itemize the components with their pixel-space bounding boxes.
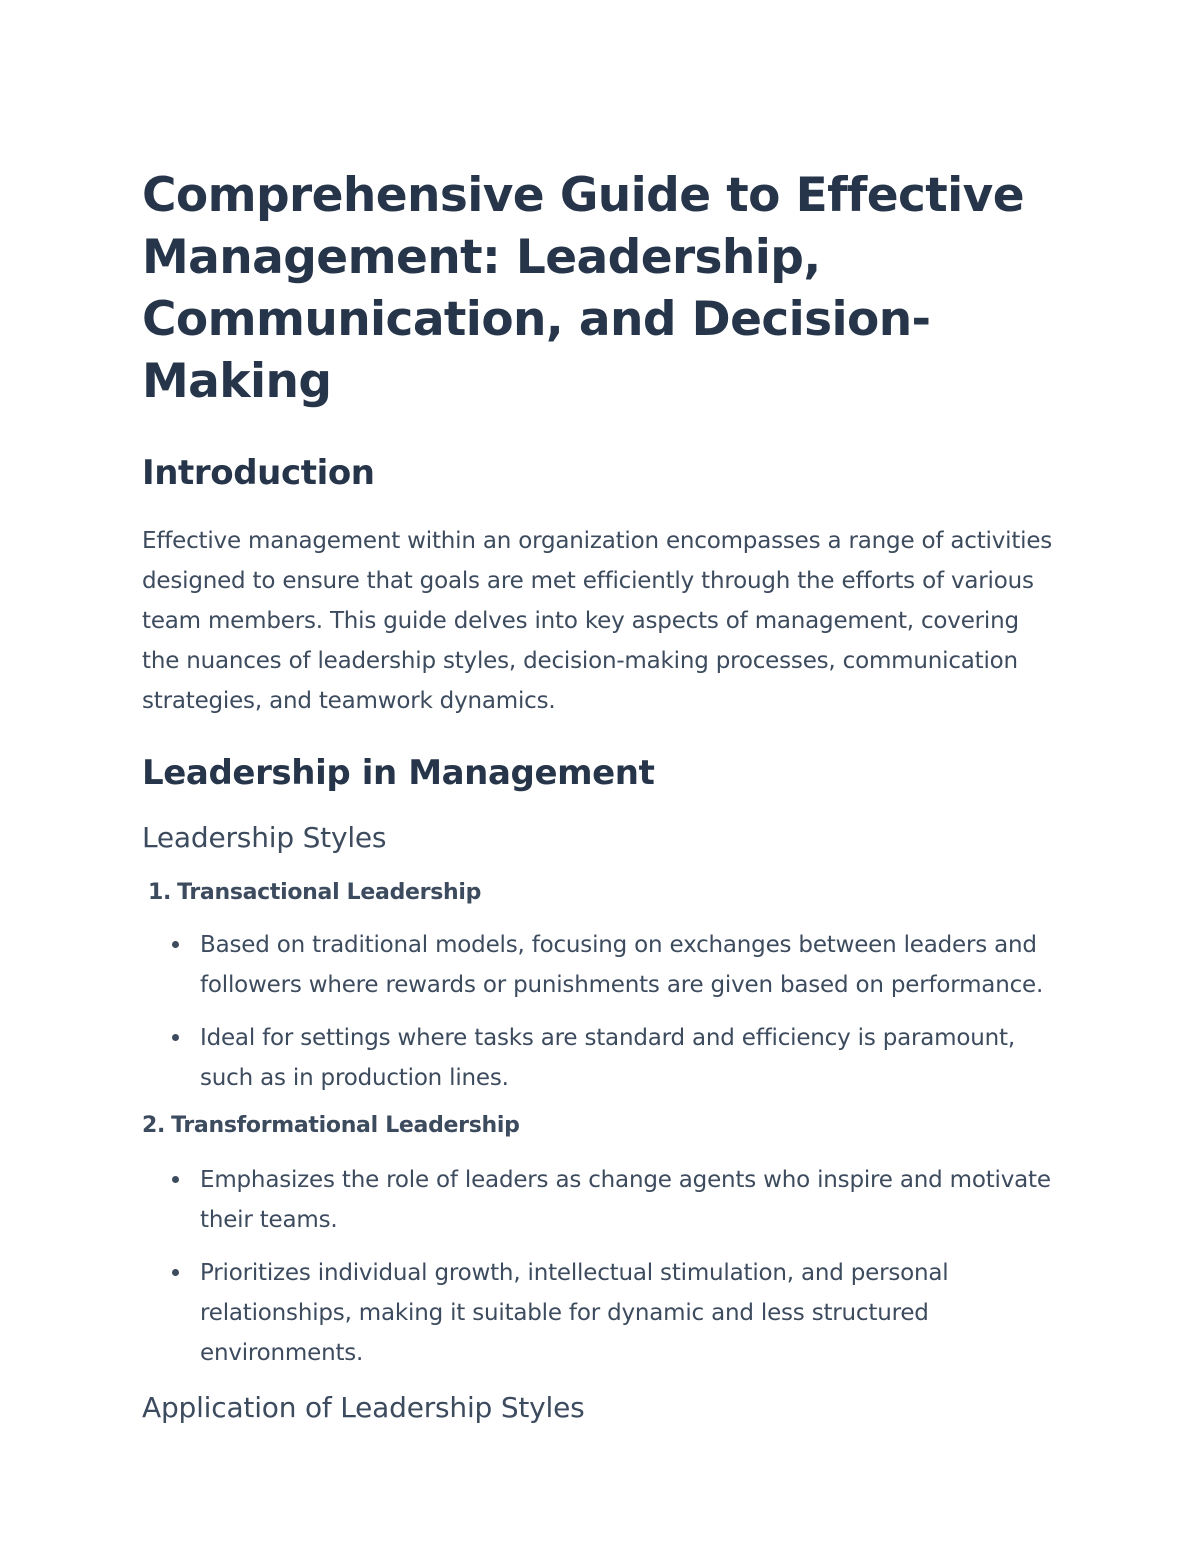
bullet-icon — [172, 1176, 179, 1183]
bullet-icon — [172, 941, 179, 948]
list-item — [200, 1018, 1062, 1098]
transformational-bullet-list — [142, 1160, 1062, 1373]
introduction-paragraph: Effective management within an organization encompasses a range of activities designed to ensure that goals are met efficiently through the efforts of various team members. This guide delves into key aspects of management, covering the nuances of leadership styles, decision-making processes, communication strategies, and teamwork dynamics. — [142, 528, 1053, 714]
introduction-heading: Introduction — [142, 453, 375, 493]
document-page — [142, 165, 1062, 1427]
transactional-bullet-list — [142, 925, 1062, 1098]
bullet-text: Prioritizes individual growth, intellectual stimulation, and personal relationships, making it suitable for dynamic and less structured environments. — [200, 1260, 949, 1366]
document-title: Comprehensive Guide to Effective Management: Leadership, Communication, and Decision-Making — [142, 168, 1024, 409]
application-heading: Application of Leadership Styles — [142, 1391, 585, 1424]
style-name: Transactional Leadership — [177, 880, 482, 905]
style-item-transformational — [142, 1110, 1062, 1142]
list-item — [200, 1253, 1062, 1373]
leadership-styles-heading: Leadership Styles — [142, 821, 387, 854]
leadership-heading: Leadership in Management — [142, 753, 655, 793]
style-number: 1. — [148, 880, 172, 905]
bullet-icon — [172, 1269, 179, 1276]
bullet-text: Ideal for settings where tasks are standard and efficiency is paramount, such as in production lines. — [200, 1025, 1015, 1091]
bullet-text: Based on traditional models, focusing on exchanges between leaders and followers where rewards or punishments are given based on performance. — [200, 932, 1044, 998]
list-item — [200, 1160, 1062, 1240]
list-item — [200, 925, 1062, 1005]
style-name: Transformational Leadership — [171, 1113, 520, 1138]
style-number: 2. — [142, 1113, 166, 1138]
bullet-text: Emphasizes the role of leaders as change agents who inspire and motivate their teams. — [200, 1167, 1051, 1233]
style-item-transactional — [148, 877, 1062, 909]
bullet-icon — [172, 1034, 179, 1041]
